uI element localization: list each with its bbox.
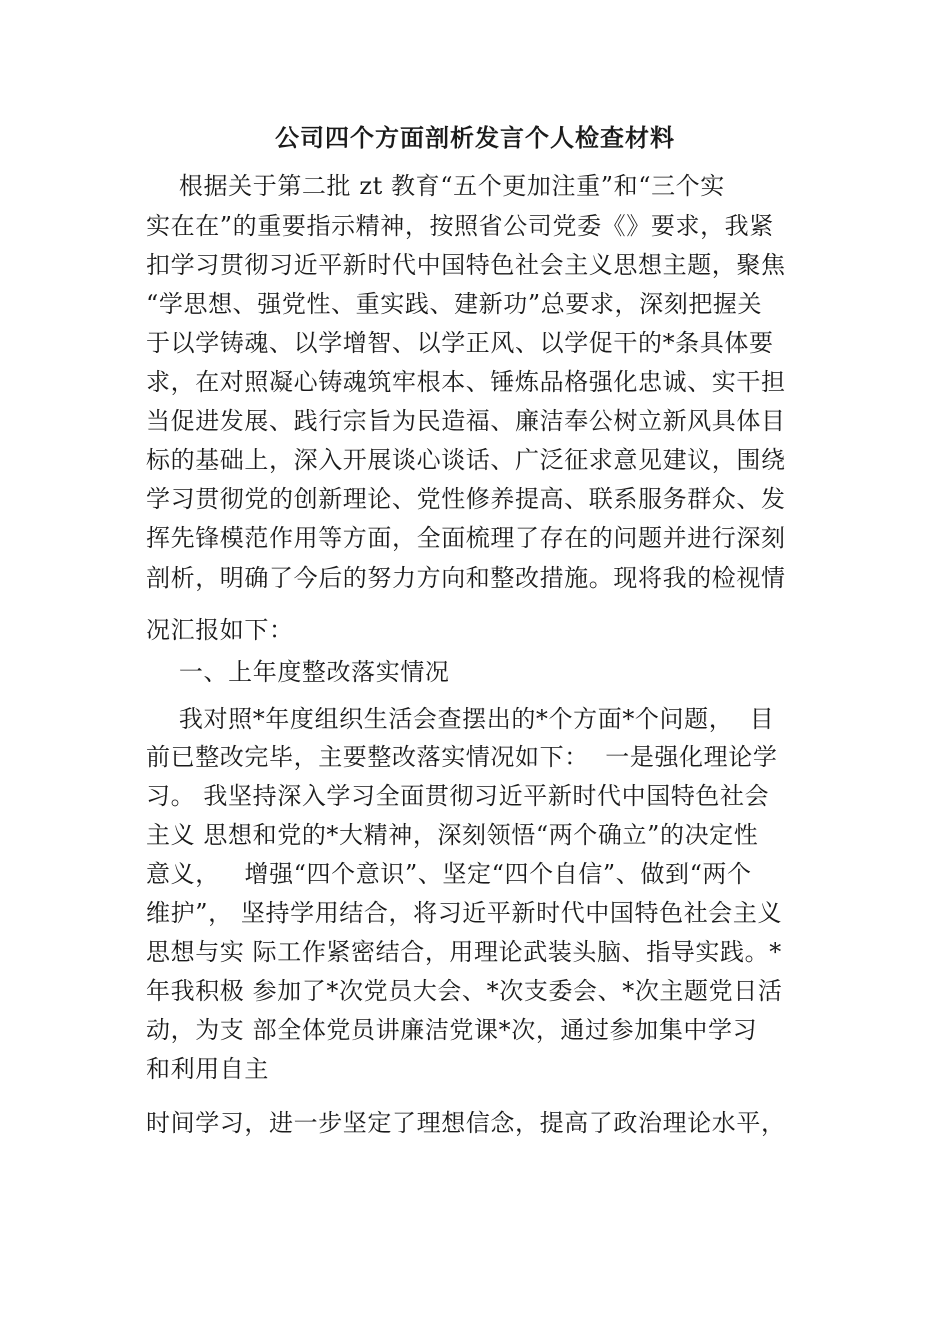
body-line: 剖析，明确了今后的努力方向和整改措施。现将我的检视情 bbox=[146, 564, 786, 592]
body-line: 意义， 增强“四个意识”、坚定“四个自信”、做到“两个 bbox=[146, 860, 752, 888]
body-line: 求，在对照凝心铸魂筑牢根本、锤炼品格强化忠诚、实干担 bbox=[146, 368, 786, 396]
body-line: 动，为支 部全体党员讲廉洁党课*次，通过参加集中学习 bbox=[146, 1016, 758, 1044]
body-line: 实在在”的重要指示精神，按照省公司党委《》要求，我紧 bbox=[146, 212, 774, 240]
body-line: 况汇报如下： bbox=[146, 616, 294, 644]
body-line: 时间学习，进一步坚定了理想信念，提高了政治理论水平， bbox=[146, 1109, 786, 1137]
body-line: 我对照*年度组织生活会查摆出的*个方面*个问题， 目 bbox=[146, 705, 775, 733]
body-line: 扣学习贯彻习近平新时代中国特色社会主义思想主题，聚焦 bbox=[146, 251, 786, 279]
body-line: 标的基础上，深入开展谈心谈话、广泛征求意见建议，围绕 bbox=[146, 446, 786, 474]
body-line: 维护”， 坚持学用结合，将习近平新时代中国特色社会主义 bbox=[146, 899, 783, 927]
body-line: 根据关于第二批 zt 教育“五个更加注重”和“三个实 bbox=[146, 172, 725, 200]
body-line: 主义 思想和党的*大精神，深刻领悟“两个确立”的决定性 bbox=[146, 821, 759, 849]
section-heading: 一、上年度整改落实情况 bbox=[146, 658, 450, 686]
body-line: 年我积极 参加了*次党员大会、*次支委会、*次主题党日活 bbox=[146, 977, 783, 1005]
body-line: 挥先锋模范作用等方面，全面梳理了存在的问题并进行深刻 bbox=[146, 524, 786, 552]
body-line: 于以学铸魂、以学增智、以学正风、以学促干的*条具体要 bbox=[146, 329, 774, 357]
body-line: 前已整改完毕，主要整改落实情况如下： 一是强化理论学 bbox=[146, 743, 778, 771]
body-line: 思想与实 际工作紧密结合，用理论武装头脑、指导实践。* bbox=[146, 938, 782, 966]
body-line: “学思想、强党性、重实践、建新功”总要求，深刻把握关 bbox=[146, 290, 763, 318]
body-line: 学习贯彻党的创新理论、党性修养提高、联系服务群众、发 bbox=[146, 485, 786, 513]
body-line: 习。 我坚持深入学习全面贯彻习近平新时代中国特色社会 bbox=[146, 782, 770, 810]
body-line: 当促进发展、践行宗旨为民造福、廉洁奉公树立新风具体目 bbox=[146, 407, 786, 435]
document-title: 公司四个方面剖析发言个人检查材料 bbox=[275, 123, 675, 152]
body-line: 和利用自主 bbox=[146, 1055, 269, 1083]
